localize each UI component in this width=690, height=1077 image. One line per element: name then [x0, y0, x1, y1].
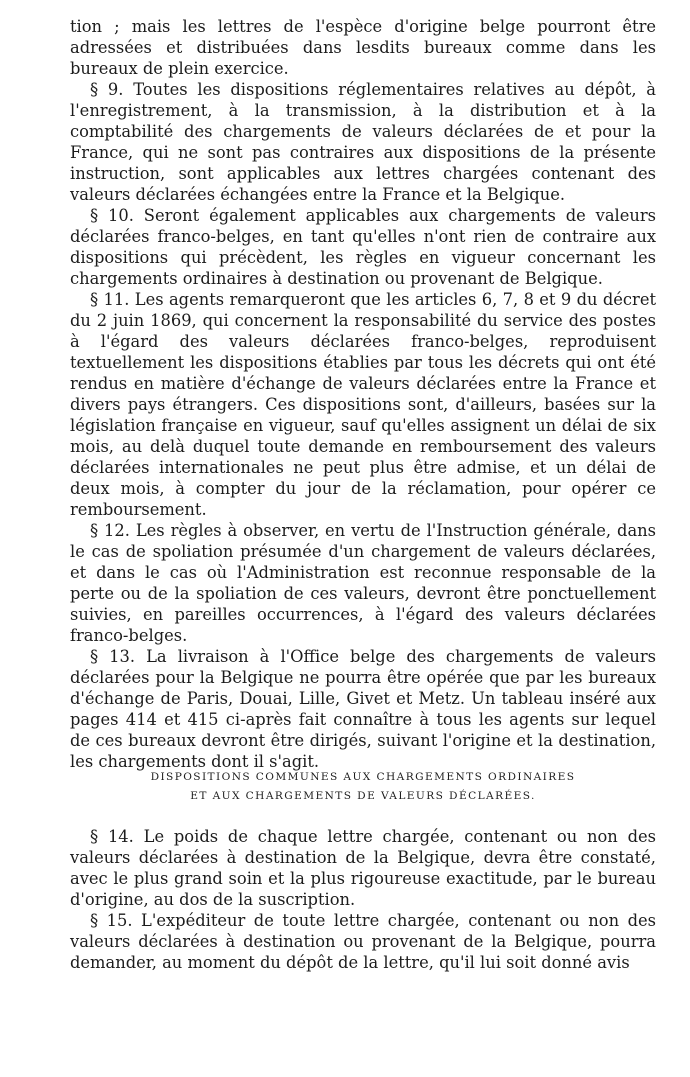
paragraph-section-12: § 12. Les règles à observer, en vertu de l'Instruction générale, dans le cas de spoliation présumée d'un chargement de valeurs déclarées, et dans le cas où l'Administration est reconnue responsable de la perte ou de la spoliation de ces valeurs, devront être ponctuellement suivies, en pareilles occurrences, à l'égard des valeurs déclarées franco-belges.	[70, 521, 656, 645]
paragraph-section-11: § 11. Les agents remarqueront que les articles 6, 7, 8 et 9 du décret du 2 juin 1869, qui concernent la responsabilité du service des postes à l'égard des valeurs déclarées franco-belges, reproduisent textuellement les dispositions établies par tous les décrets qui ont été rendus en matière d'échange de valeurs déclarées entre la France et divers pays étrangers. Ces dispositions sont, d'ailleurs, basées sur la législation française en vigueur, sauf qu'elles assignent un délai de six mois, au delà duquel toute demande en remboursement des valeurs déclarées internationales ne peut plus être admise, et un délai de deux mois, à compter du jour de la réclamation, pour opérer ce remboursement.	[70, 290, 656, 519]
lower-text-block	[70, 826, 656, 973]
paragraph-section-14: § 14. Le poids de chaque lettre chargée, contenant ou non des valeurs déclarées à destination de la Belgique, devra être constaté, avec le plus grand soin et la plus rigoureuse exactitude, par le bureau d'origine, au dos de la suscription.	[70, 827, 656, 909]
section-heading	[70, 768, 656, 806]
paragraph-section-15: § 15. L'expéditeur de toute lettre chargée, contenant ou non des valeurs déclarées à destination ou provenant de la Belgique, pourra demander, au moment du dépôt de la lettre, qu'il lui soit donné avis	[70, 911, 656, 972]
upper-text-block	[70, 16, 656, 772]
continuation-paragraph: tion ; mais les lettres de l'espèce d'origine belge pourront être adressées et distribuées dans lesdits bureaux comme dans les bureaux de plein exercice.	[70, 17, 656, 78]
paragraph-section-10: § 10. Seront également applicables aux chargements de valeurs déclarées franco-belges, en tant qu'elles n'ont rien de contraire aux dispositions qui précèdent, les règles en vigueur concernant les chargements ordinaires à destination ou provenant de Belgique.	[70, 206, 656, 288]
section-heading-line-2: ET AUX CHARGEMENTS DE VALEURS DÉCLARÉES.	[190, 790, 536, 802]
paragraph-section-13: § 13. La livraison à l'Office belge des chargements de valeurs déclarées pour la Belgique ne pourra être opérée que par les bureaux d'échange de Paris, Douai, Lille, Givet et Metz. Un tableau inséré aux pages 414 et 415 ci-après fait connaître à tous les agents sur lequel de ces bureaux devront être dirigés, suivant l'origine et la destination, les chargements dont il s'agit.	[70, 647, 656, 771]
section-heading-line-1: DISPOSITIONS COMMUNES AUX CHARGEMENTS ORDINAIRES	[150, 771, 576, 783]
paragraph-section-9: § 9. Toutes les dispositions réglementaires relatives au dépôt, à l'enregistrement, à la transmission, à la distribution et à la comptabilité des chargements de valeurs déclarées de et pour la France, qui ne sont pas contraires aux dispositions de la présente instruction, sont applicables aux lettres chargées contenant des valeurs déclarées échangées entre la France et la Belgique.	[70, 80, 656, 204]
